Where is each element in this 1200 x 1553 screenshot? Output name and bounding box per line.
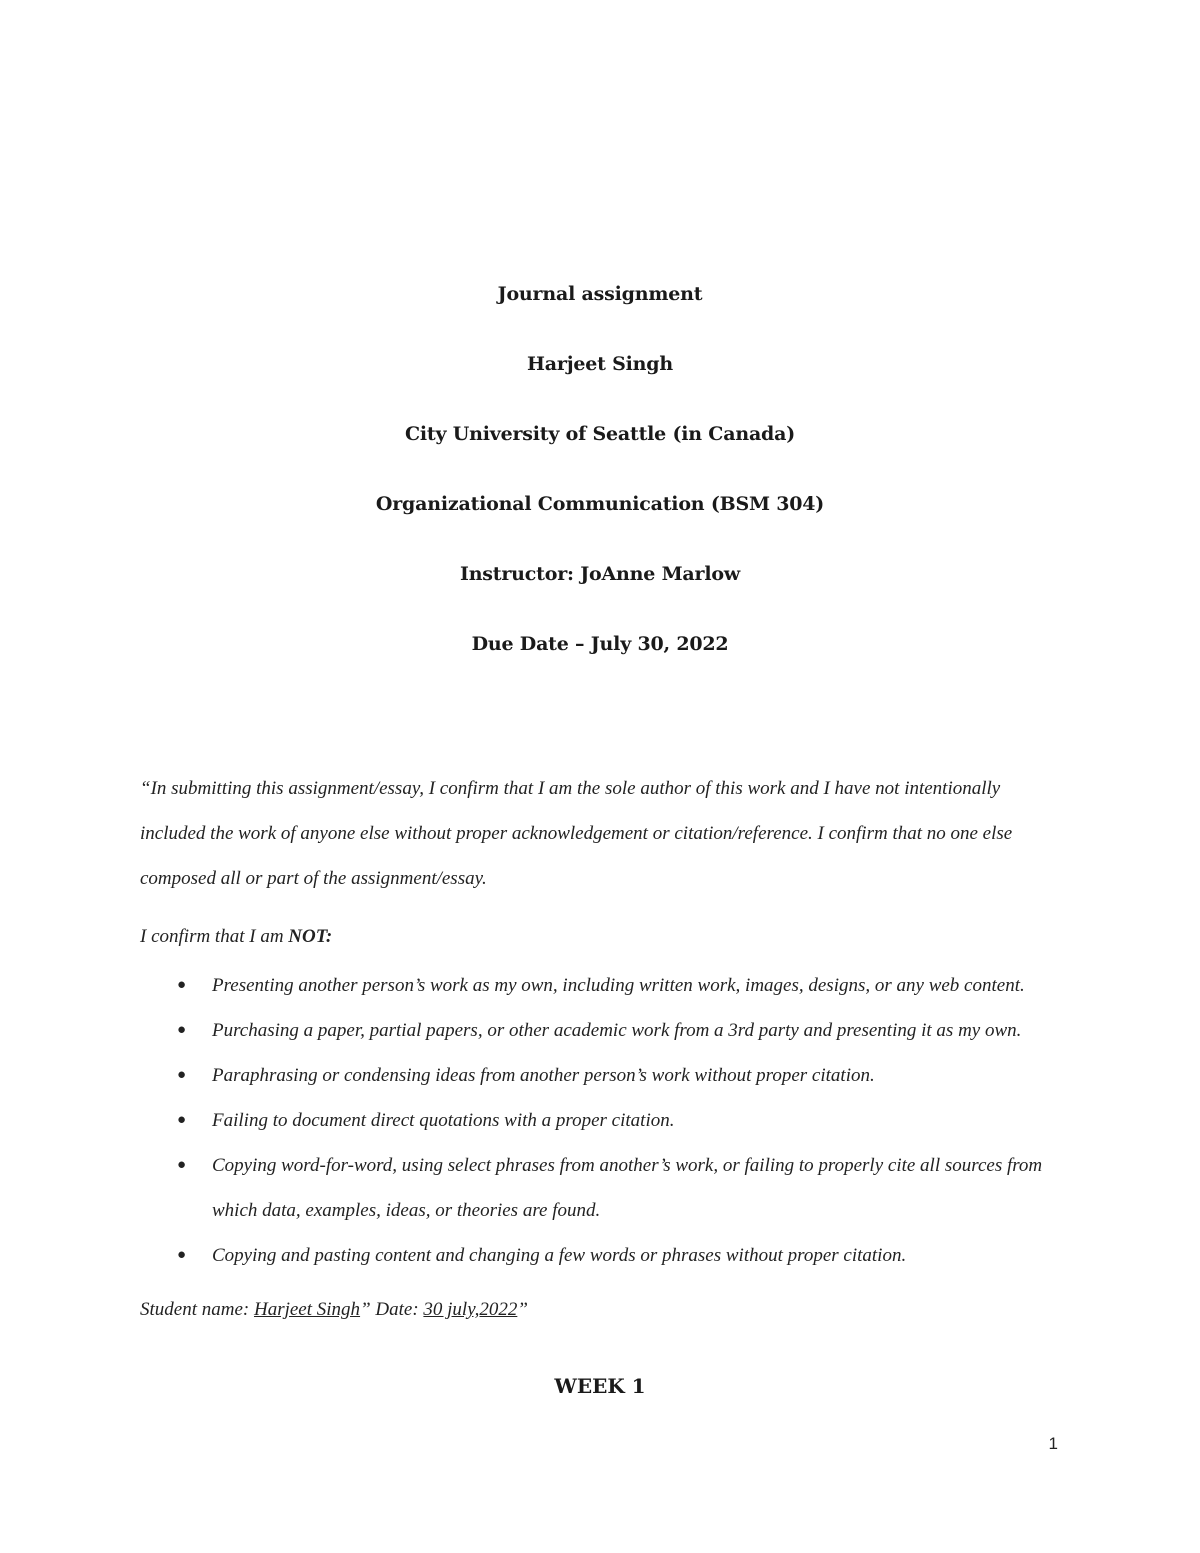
list-item — [140, 1008, 1060, 1053]
list-item-text: Copying word-for-word, using select phrases from another’s work, or failing to properly cite all sources from which data, examples, ideas, or theories are found. — [212, 1155, 1043, 1221]
violation-list — [140, 963, 1060, 1278]
instructor-name: Instructor: JoAnne Marlow — [460, 563, 740, 585]
bullet-icon: ● — [177, 1022, 187, 1038]
list-item — [140, 1143, 1060, 1233]
title-block — [0, 280, 1200, 700]
author-name: Harjeet Singh — [527, 353, 673, 375]
confirm-not: NOT: — [288, 926, 333, 947]
list-item-text: Paraphrasing or condensing ideas from another person’s work without proper citation. — [212, 1065, 875, 1086]
list-item-text: Failing to document direct quotations with a proper citation. — [212, 1110, 675, 1131]
page-number: 1 — [1048, 1434, 1058, 1453]
bullet-icon: ● — [177, 977, 187, 993]
assignment-title: Journal assignment — [497, 283, 703, 305]
confirm-statement — [140, 915, 1060, 959]
signature-date-value: 30 july,2022 — [423, 1299, 518, 1320]
closing-quote: ” — [517, 1299, 528, 1320]
institution-name: City University of Seattle (in Canada) — [404, 423, 796, 445]
list-item — [140, 963, 1060, 1008]
bullet-icon: ● — [177, 1112, 187, 1128]
bullet-icon: ● — [177, 1067, 187, 1083]
bullet-icon: ● — [177, 1157, 187, 1173]
date-label: ” Date: — [360, 1299, 424, 1320]
list-item-text: Copying and pasting content and changing a few words or phrases without proper citation. — [212, 1245, 907, 1266]
due-date: Due Date – July 30, 2022 — [471, 633, 729, 655]
week-heading: WEEK 1 — [554, 1374, 646, 1398]
list-item — [140, 1053, 1060, 1098]
academic-integrity-declaration — [140, 766, 1060, 1330]
list-item — [140, 1098, 1060, 1143]
student-name-label: Student name: — [140, 1299, 254, 1320]
bullet-icon: ● — [177, 1247, 187, 1263]
list-item-text: Purchasing a paper, partial papers, or other academic work from a 3rd party and presenting it as my own. — [212, 1020, 1022, 1041]
student-name-value: Harjeet Singh — [253, 1299, 361, 1320]
list-item — [140, 1233, 1060, 1278]
course-name: Organizational Communication (BSM 304) — [375, 493, 825, 515]
signature-line — [140, 1290, 1060, 1330]
confirm-prefix: I confirm that I am — [140, 926, 289, 947]
list-item-text: Presenting another person’s work as my own, including written work, images, designs, or any web content. — [212, 975, 1025, 996]
declaration-intro: “In submitting this assignment/essay, I confirm that I am the sole author of this work and I have not intentionally included the work of anyone else without proper acknowledgement or citation/reference. I confirm that no one else composed all or part of the assignment/essay. — [140, 778, 1013, 889]
